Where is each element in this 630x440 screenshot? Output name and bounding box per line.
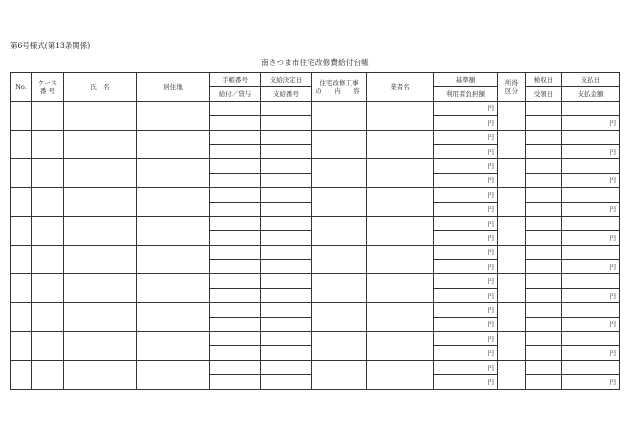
cell-no[interactable]: [11, 159, 32, 188]
yen-unit: 円: [487, 248, 494, 257]
cell-inspection-date[interactable]: [526, 130, 562, 144]
cell-user-burden[interactable]: [434, 346, 498, 360]
yen-unit: 円: [487, 349, 494, 358]
table-row: [11, 303, 620, 317]
cell-case-number[interactable]: [32, 101, 64, 130]
cell-name[interactable]: [64, 303, 137, 332]
header-income-line2: 区分: [505, 86, 518, 95]
cell-payment-date[interactable]: [562, 360, 620, 374]
cell-address[interactable]: [137, 303, 210, 332]
cell-payment-date[interactable]: [562, 159, 620, 173]
cell-decision-date[interactable]: [261, 101, 312, 115]
yen-unit: 円: [609, 118, 616, 127]
cell-work-content[interactable]: [312, 188, 367, 217]
cell-income-category[interactable]: [498, 159, 526, 188]
cell-payment-amount[interactable]: [562, 260, 620, 274]
cell-user-burden[interactable]: [434, 288, 498, 302]
cell-base-amount[interactable]: [434, 130, 498, 144]
header-case-line1: ケース: [37, 78, 58, 87]
yen-unit: 円: [487, 305, 494, 314]
cell-base-amount[interactable]: [434, 245, 498, 259]
cell-base-amount[interactable]: [434, 360, 498, 374]
cell-income-category[interactable]: [498, 332, 526, 361]
cell-inspection-date[interactable]: [526, 245, 562, 259]
cell-decision-date[interactable]: [261, 159, 312, 173]
cell-name[interactable]: [64, 332, 137, 361]
cell-address[interactable]: [137, 188, 210, 217]
yen-unit: 円: [487, 262, 494, 271]
table-row: [11, 101, 620, 115]
cell-work-content[interactable]: [312, 245, 367, 274]
cell-benefit-loan[interactable]: [210, 173, 261, 187]
yen-unit: 円: [487, 133, 494, 142]
cell-case-number[interactable]: [32, 159, 64, 188]
cell-decision-date[interactable]: [261, 188, 312, 202]
cell-income-category[interactable]: [498, 101, 526, 130]
cell-payment-number[interactable]: [261, 173, 312, 187]
cell-base-amount[interactable]: [434, 274, 498, 288]
cell-user-burden[interactable]: [434, 317, 498, 331]
ledger-body: [11, 101, 620, 389]
cell-base-amount[interactable]: [434, 101, 498, 115]
cell-contractor[interactable]: [367, 360, 434, 389]
cell-benefit-loan[interactable]: [210, 116, 261, 130]
cell-receipt-date[interactable]: [526, 346, 562, 360]
cell-inspection-date[interactable]: [526, 303, 562, 317]
cell-name[interactable]: [64, 159, 137, 188]
cell-user-burden[interactable]: [434, 144, 498, 158]
yen-unit: 円: [609, 176, 616, 185]
cell-name[interactable]: [64, 188, 137, 217]
header-notebook-number: 手帳番号: [210, 73, 261, 87]
cell-contractor[interactable]: [367, 332, 434, 361]
cell-receipt-date[interactable]: [526, 375, 562, 389]
cell-receipt-date[interactable]: [526, 231, 562, 245]
cell-payment-amount[interactable]: [562, 202, 620, 216]
header-income-category: [498, 73, 526, 102]
header-receipt-date: 受領日: [526, 87, 562, 101]
cell-no[interactable]: [11, 188, 32, 217]
table-row: [11, 360, 620, 374]
cell-name[interactable]: [64, 274, 137, 303]
cell-address[interactable]: [137, 360, 210, 389]
table-row: [11, 274, 620, 288]
cell-user-burden[interactable]: [434, 173, 498, 187]
yen-unit: 円: [487, 219, 494, 228]
cell-address[interactable]: [137, 216, 210, 245]
cell-address[interactable]: [137, 159, 210, 188]
cell-receipt-date[interactable]: [526, 116, 562, 130]
cell-payment-date[interactable]: [562, 303, 620, 317]
cell-user-burden[interactable]: [434, 116, 498, 130]
cell-payment-amount[interactable]: [562, 144, 620, 158]
cell-contractor[interactable]: [367, 303, 434, 332]
yen-unit: 円: [609, 262, 616, 271]
cell-notebook-number[interactable]: [210, 159, 261, 173]
cell-inspection-date[interactable]: [526, 101, 562, 115]
cell-payment-number[interactable]: [261, 144, 312, 158]
cell-receipt-date[interactable]: [526, 317, 562, 331]
cell-inspection-date[interactable]: [526, 159, 562, 173]
cell-work-content[interactable]: [312, 159, 367, 188]
yen-unit: 円: [487, 233, 494, 242]
header-no: No.: [11, 73, 32, 102]
header-payment-number: 支給番号: [261, 87, 312, 101]
header-payment-date: 支払日: [562, 73, 620, 87]
header-case-number: [32, 73, 64, 102]
cell-work-content[interactable]: [312, 216, 367, 245]
cell-receipt-date[interactable]: [526, 144, 562, 158]
cell-payment-number[interactable]: [261, 346, 312, 360]
table-row: [11, 188, 620, 202]
table-row: [11, 130, 620, 144]
cell-work-content[interactable]: [312, 332, 367, 361]
cell-no[interactable]: [11, 332, 32, 361]
cell-receipt-date[interactable]: [526, 260, 562, 274]
header-address: 居住地: [137, 73, 210, 102]
yen-unit: 円: [487, 320, 494, 329]
yen-unit: 円: [609, 147, 616, 156]
cell-payment-number[interactable]: [261, 231, 312, 245]
table-row: [11, 159, 620, 173]
header-benefit-loan: 給付／貸与: [210, 87, 261, 101]
cell-benefit-loan[interactable]: [210, 317, 261, 331]
cell-payment-number[interactable]: [261, 260, 312, 274]
header-work-line1: 住宅改修工事: [319, 78, 359, 87]
header-base-amount: 基準額: [434, 73, 498, 87]
cell-name[interactable]: [64, 130, 137, 159]
yen-unit: 円: [487, 277, 494, 286]
cell-base-amount[interactable]: [434, 303, 498, 317]
cell-income-category[interactable]: [498, 303, 526, 332]
yen-unit: 円: [609, 377, 616, 386]
cell-notebook-number[interactable]: [210, 101, 261, 115]
cell-case-number[interactable]: [32, 332, 64, 361]
cell-work-content[interactable]: [312, 130, 367, 159]
cell-case-number[interactable]: [32, 303, 64, 332]
header-contractor: 業者名: [367, 73, 434, 102]
yen-unit: 円: [487, 147, 494, 156]
cell-payment-amount[interactable]: [562, 288, 620, 302]
cell-inspection-date[interactable]: [526, 274, 562, 288]
cell-notebook-number[interactable]: [210, 188, 261, 202]
cell-payment-date[interactable]: [562, 216, 620, 230]
cell-notebook-number[interactable]: [210, 274, 261, 288]
cell-case-number[interactable]: [32, 216, 64, 245]
cell-benefit-loan[interactable]: [210, 231, 261, 245]
cell-no[interactable]: [11, 360, 32, 389]
form-number-label: 第6号様式(第13条関係): [10, 41, 91, 50]
cell-work-content[interactable]: [312, 360, 367, 389]
cell-benefit-loan[interactable]: [210, 375, 261, 389]
cell-no[interactable]: [11, 216, 32, 245]
cell-decision-date[interactable]: [261, 332, 312, 346]
yen-unit: 円: [487, 118, 494, 127]
cell-decision-date[interactable]: [261, 216, 312, 230]
table-row: [11, 216, 620, 230]
cell-case-number[interactable]: [32, 188, 64, 217]
cell-no[interactable]: [11, 303, 32, 332]
cell-receipt-date[interactable]: [526, 288, 562, 302]
cell-payment-number[interactable]: [261, 288, 312, 302]
cell-payment-amount[interactable]: [562, 231, 620, 245]
cell-contractor[interactable]: [367, 101, 434, 130]
cell-benefit-loan[interactable]: [210, 144, 261, 158]
cell-decision-date[interactable]: [261, 130, 312, 144]
cell-user-burden[interactable]: [434, 375, 498, 389]
cell-user-burden[interactable]: [434, 231, 498, 245]
cell-address[interactable]: [137, 274, 210, 303]
yen-unit: 円: [487, 291, 494, 300]
cell-contractor[interactable]: [367, 245, 434, 274]
header-decision-date: 支給決定日: [261, 73, 312, 87]
cell-work-content[interactable]: [312, 303, 367, 332]
benefit-ledger-table: [10, 72, 620, 390]
header-case-line2: 番 号: [39, 86, 56, 95]
cell-no[interactable]: [11, 101, 32, 130]
header-user-burden: 利用者負担額: [434, 87, 498, 101]
cell-payment-number[interactable]: [261, 375, 312, 389]
cell-payment-amount[interactable]: [562, 116, 620, 130]
cell-benefit-loan[interactable]: [210, 288, 261, 302]
cell-income-category[interactable]: [498, 274, 526, 303]
cell-income-category[interactable]: [498, 245, 526, 274]
cell-inspection-date[interactable]: [526, 216, 562, 230]
yen-unit: 円: [487, 176, 494, 185]
cell-notebook-number[interactable]: [210, 303, 261, 317]
cell-name[interactable]: [64, 245, 137, 274]
cell-case-number[interactable]: [32, 360, 64, 389]
cell-base-amount[interactable]: [434, 332, 498, 346]
cell-inspection-date[interactable]: [526, 360, 562, 374]
cell-contractor[interactable]: [367, 274, 434, 303]
cell-work-content[interactable]: [312, 101, 367, 130]
cell-case-number[interactable]: [32, 130, 64, 159]
cell-notebook-number[interactable]: [210, 332, 261, 346]
header-income-line1: 所得: [505, 78, 518, 87]
header-inspection-date: 検収日: [526, 73, 562, 87]
cell-name[interactable]: [64, 360, 137, 389]
yen-unit: 円: [609, 205, 616, 214]
document-title: 南さつま市住宅改修費給付台帳: [261, 58, 369, 67]
cell-contractor[interactable]: [367, 159, 434, 188]
yen-unit: 円: [487, 162, 494, 171]
cell-case-number[interactable]: [32, 274, 64, 303]
cell-notebook-number[interactable]: [210, 216, 261, 230]
cell-address[interactable]: [137, 130, 210, 159]
cell-income-category[interactable]: [498, 360, 526, 389]
yen-unit: 円: [487, 377, 494, 386]
cell-address[interactable]: [137, 101, 210, 130]
cell-no[interactable]: [11, 130, 32, 159]
cell-receipt-date[interactable]: [526, 173, 562, 187]
cell-work-content[interactable]: [312, 274, 367, 303]
cell-benefit-loan[interactable]: [210, 260, 261, 274]
cell-notebook-number[interactable]: [210, 360, 261, 374]
cell-address[interactable]: [137, 332, 210, 361]
cell-payment-amount[interactable]: [562, 173, 620, 187]
cell-case-number[interactable]: [32, 245, 64, 274]
yen-unit: 円: [487, 363, 494, 372]
table-row: [11, 245, 620, 259]
cell-address[interactable]: [137, 245, 210, 274]
cell-payment-date[interactable]: [562, 274, 620, 288]
cell-no[interactable]: [11, 245, 32, 274]
cell-payment-amount[interactable]: [562, 317, 620, 331]
cell-payment-number[interactable]: [261, 317, 312, 331]
cell-user-burden[interactable]: [434, 202, 498, 216]
cell-income-category[interactable]: [498, 130, 526, 159]
cell-inspection-date[interactable]: [526, 332, 562, 346]
cell-no[interactable]: [11, 274, 32, 303]
yen-unit: 円: [609, 320, 616, 329]
cell-decision-date[interactable]: [261, 245, 312, 259]
yen-unit: 円: [609, 291, 616, 300]
cell-decision-date[interactable]: [261, 360, 312, 374]
cell-payment-number[interactable]: [261, 116, 312, 130]
cell-name[interactable]: [64, 216, 137, 245]
cell-contractor[interactable]: [367, 188, 434, 217]
cell-payment-date[interactable]: [562, 332, 620, 346]
cell-receipt-date[interactable]: [526, 202, 562, 216]
cell-income-category[interactable]: [498, 216, 526, 245]
cell-payment-date[interactable]: [562, 101, 620, 115]
cell-payment-date[interactable]: [562, 188, 620, 202]
cell-base-amount[interactable]: [434, 159, 498, 173]
cell-payment-amount[interactable]: [562, 375, 620, 389]
cell-user-burden[interactable]: [434, 260, 498, 274]
cell-payment-amount[interactable]: [562, 346, 620, 360]
cell-name[interactable]: [64, 101, 137, 130]
cell-contractor[interactable]: [367, 216, 434, 245]
cell-benefit-loan[interactable]: [210, 202, 261, 216]
cell-inspection-date[interactable]: [526, 188, 562, 202]
yen-unit: 円: [487, 104, 494, 113]
cell-payment-date[interactable]: [562, 130, 620, 144]
table-row: [11, 332, 620, 346]
yen-unit: 円: [487, 334, 494, 343]
header-name: 氏 名: [64, 73, 137, 102]
yen-unit: 円: [609, 233, 616, 242]
cell-benefit-loan[interactable]: [210, 346, 261, 360]
cell-income-category[interactable]: [498, 188, 526, 217]
header-work-line2: の 内 容: [315, 86, 363, 95]
cell-base-amount[interactable]: [434, 188, 498, 202]
cell-base-amount[interactable]: [434, 216, 498, 230]
cell-decision-date[interactable]: [261, 303, 312, 317]
cell-payment-number[interactable]: [261, 202, 312, 216]
cell-contractor[interactable]: [367, 130, 434, 159]
cell-notebook-number[interactable]: [210, 130, 261, 144]
cell-payment-date[interactable]: [562, 245, 620, 259]
cell-decision-date[interactable]: [261, 274, 312, 288]
header-work-content: [312, 73, 367, 102]
header-payment-amount: 支払金額: [562, 87, 620, 101]
yen-unit: 円: [487, 205, 494, 214]
cell-notebook-number[interactable]: [210, 245, 261, 259]
yen-unit: 円: [487, 190, 494, 199]
yen-unit: 円: [609, 349, 616, 358]
